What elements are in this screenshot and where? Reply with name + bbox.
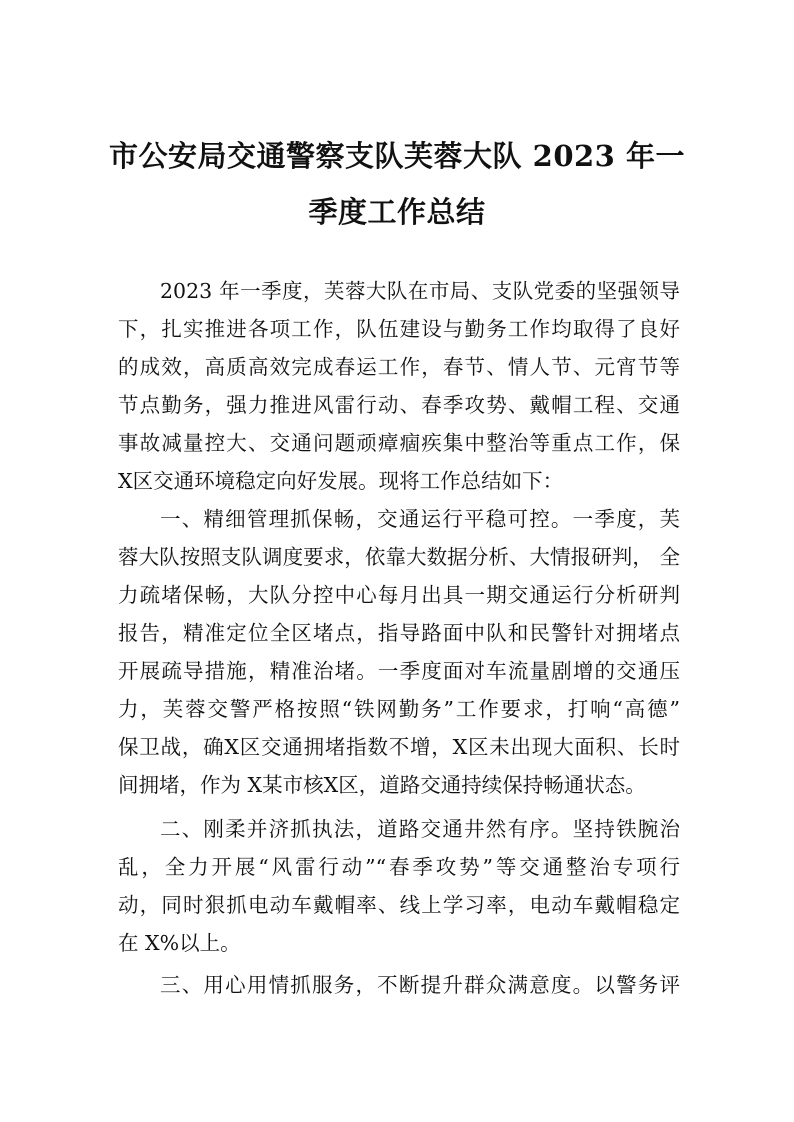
section1-line-6: 力，芙蓉交警严格按照“铁网勤务”工作要求，打响“高德” xyxy=(118,697,680,721)
section1-line-2: 蓉大队按照支队调度要求，依靠大数据分析、大情报研判， 全 xyxy=(118,545,680,569)
intro-line-2: 下，扎实推进各项工作，队伍建设与勤务工作均取得了良好 xyxy=(118,317,680,341)
intro-line-3: 的成效，高质高效完成春运工作，春节、情人节、元宵节等 xyxy=(118,355,680,379)
section3-line-1: 三、用心用情抓服务，不断提升群众满意度。以警务评 xyxy=(160,973,680,997)
document-title-line1: 市公安局交通警察支队芙蓉大队 2023 年一 xyxy=(109,139,685,173)
section2-line-2: 乱，全力开展“风雷行动”“春季攻势”等交通整治专项行 xyxy=(118,855,680,879)
intro-line-1: 2023 年一季度，芙蓉大队在市局、支队党委的坚强领导 xyxy=(160,279,680,303)
intro-line-6: X区交通环境稳定向好发展。现将工作总结如下： xyxy=(118,469,564,493)
section1-line-4: 报告，精准定位全区堵点，指导路面中队和民警针对拥堵点 xyxy=(118,621,680,645)
section2-line-1: 二、刚柔并济抓执法，道路交通井然有序。坚持铁腕治 xyxy=(160,817,680,841)
section2-line-4: 在 X%以上。 xyxy=(118,931,241,955)
section1-line-5: 开展疏导措施，精准治堵。一季度面对车流量剧增的交通压 xyxy=(118,659,680,683)
section1-line-1: 一、精细管理抓保畅，交通运行平稳可控。一季度，芙 xyxy=(160,507,680,531)
section1-line-3: 力疏堵保畅，大队分控中心每月出具一期交通运行分析研判 xyxy=(118,583,680,607)
document-title-line2: 季度工作总结 xyxy=(308,195,486,229)
section2-line-3: 动，同时狠抓电动车戴帽率、线上学习率，电动车戴帽稳定 xyxy=(118,893,680,917)
intro-line-4: 节点勤务，强力推进风雷行动、春季攻势、戴帽工程、交通 xyxy=(118,393,680,417)
section1-line-8: 间拥堵，作为 X某市核X区，道路交通持续保持畅通状态。 xyxy=(118,773,646,797)
intro-line-5: 事故减量控大、交通问题顽瘴痼疾集中整治等重点工作，保 xyxy=(118,431,680,455)
section1-line-7: 保卫战，确X区交通拥堵指数不增，X区未出现大面积、长时 xyxy=(118,735,680,759)
